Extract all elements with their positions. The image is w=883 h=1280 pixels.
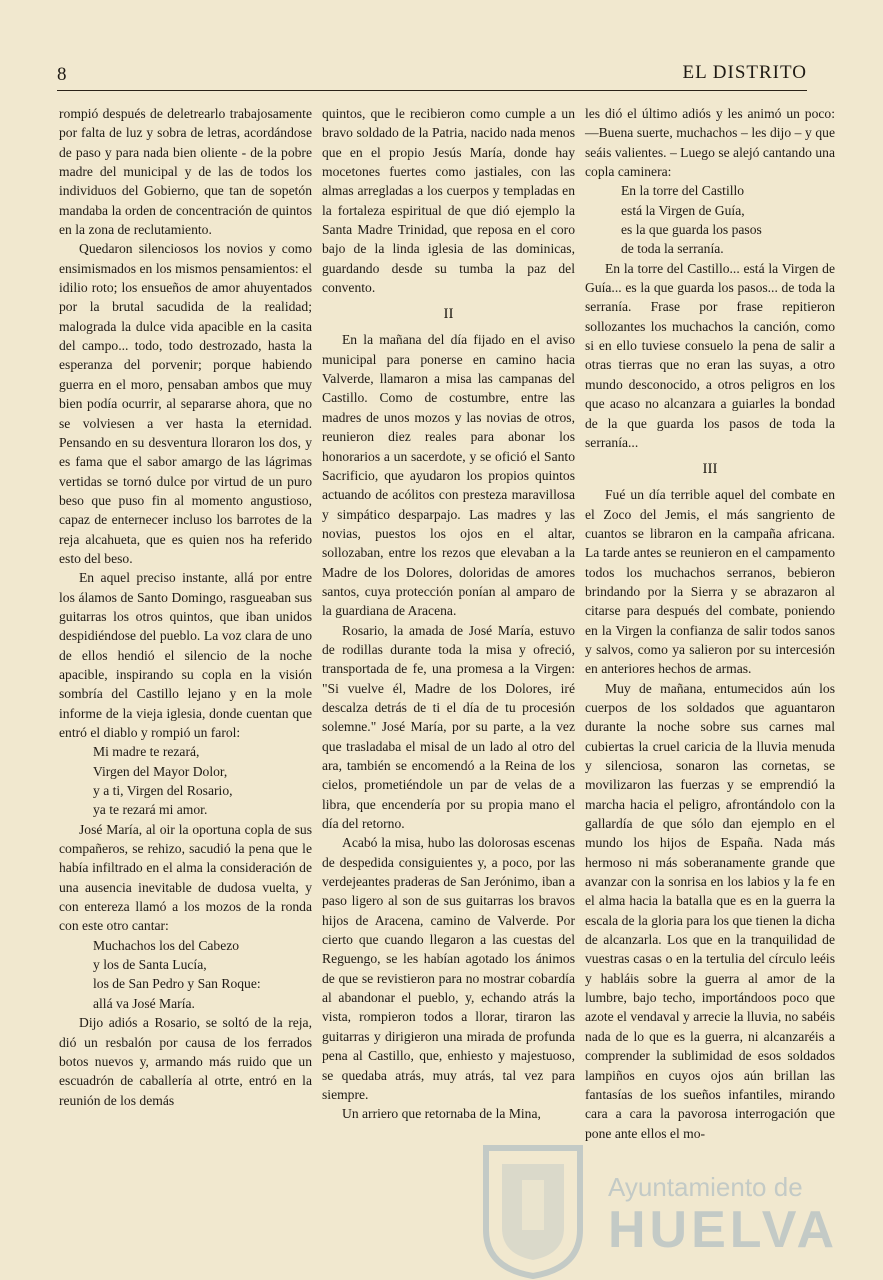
- verse-line: de toda la serranía.: [621, 241, 724, 257]
- verse-line: es la que guarda los pasos: [621, 222, 762, 238]
- column-2: [322, 104, 575, 1124]
- paragraph: Rosario, la amada de José María, estuvo de rodillas durante toda la misa y ofreció, transportada de fe, una promesa a la Virgen: "Si vuelve él, Madre de los Dolores, iré descalza detrás de ti el día de tu procesión solemne." José María, por su parte, a la vez que trasladaba el misal de un lado al otro del ara, también se encomendó a la Reina de los cielos, prometiéndole un par de velas de a libra, que encendería por su propia mano el día del retorno.: [322, 622, 575, 832]
- column-1: [59, 104, 312, 1110]
- paragraph: rompió después de deletrearlo trabajosamente por falta de luz y sobra de letras, acordándose de paso y para nada bien oliente - de la pobre madre del municipal y de las de todos los individuos del Gobierno, que tan de sopetón mandaba la orden de concentración de quintos en la zona de reclutamiento.: [59, 106, 312, 238]
- verse-line: allá va José María.: [93, 995, 195, 1011]
- masthead-title: EL DISTRITO: [682, 62, 807, 83]
- verse-line: En la torre del Castillo: [621, 183, 745, 199]
- verse-block: [59, 936, 312, 1013]
- paragraph: Acabó la misa, hubo las dolorosas escenas de despedida consiguientes y, a poco, por las verdejeantes praderas de San Jerónimo, iban a paso ligero al son de sus guitarras los bravos hijos de Aracena, camino de Valverde. Por cierto que cuando llegaron a las cuestas del Reguengo, se les habían agotado los ánimos de que se revistieron para no mostrar cobardía al abandonar el pueblo, y, echando atrás la vista, rompieron todos a llorar, tiraron las guitarras y dirigieron una mirada de profunda pena al Castillo, que, enhiesto y majestuoso, se quedaba atrás, muy atrás, tal vez para siempre.: [322, 835, 575, 1102]
- verse-line: ya te rezará mi amor.: [93, 802, 208, 818]
- paragraph: Fué un día terrible aquel del combate en el Zoco del Jemis, el más sangriento de cuantos se libraron en la campaña africana. La tarde antes se reunieron en el campamento todos los muchachos serranos, bebieron brindando por la Sierra y se abrazaron al citarse para después del combate, poniendo en la Virgen la confianza de salir todos sanos y salvos, como ya salieron por su intercesión en anteriores hechos de armas.: [585, 487, 835, 677]
- verse-line: y los de Santa Lucía,: [93, 957, 207, 973]
- verse-line: Virgen del Mayor Dolor,: [93, 763, 228, 779]
- verse-line: los de San Pedro y San Roque:: [93, 976, 261, 992]
- verse-block: [59, 742, 312, 819]
- archive-watermark: [478, 1140, 839, 1280]
- paragraph: En aquel preciso instante, allá por entre los álamos de Santo Domingo, rasgueaban sus guitarras los otros quintos, que iban unidos despidiéndose del pueblo. La voz clara de uno de ellos hendió el silencio de la noche apacible, inspirando su copla en la visión sombría del Castillo lejano y en la mole informe de la vieja iglesia, donde cuentan que entró el diablo y rompió un farol:: [59, 570, 312, 740]
- section-heading: II: [443, 306, 454, 323]
- page-number: 8: [57, 64, 67, 85]
- paragraph: les dió el último adiós y les animó un poco:—Buena suerte, muchachos – les dijo – y que seáis valientes. – Luego se alejó cantando una copla caminera:: [585, 106, 835, 180]
- paragraph: Dijo adiós a Rosario, se soltó de la reja, dió un resbalón por causa de los ferrados botos nuevos y, armando más ruido que un escuadrón de caballería al otrte, entró en la reunión de los demás: [59, 1015, 312, 1108]
- watermark-line-1: Ayuntamiento de: [608, 1172, 803, 1202]
- verse-line: Mi madre te rezará,: [93, 744, 200, 760]
- verse-line: está la Virgen de Guía,: [621, 202, 745, 218]
- verse-line: Muchachos los del Cabezo: [93, 937, 240, 953]
- verse-line: y a ti, Virgen del Rosario,: [93, 783, 233, 799]
- paragraph: José María, al oir la oportuna copla de sus compañeros, se rehizo, sacudió la pena que le había infiltrado en el alma la consideración de una ausencia inevitable de dudosa vuelta, y con entereza llamó a los mozos de la ronda con este otro cantar:: [59, 821, 312, 934]
- paragraph: En la torre del Castillo... está la Virgen de Guía... es la que guarda los pasos... de toda la serranía. Frase por frase repitieron sollozantes los muchachos la canción, como si en ello tuviese consuelo la pena de salir a otras tierras que no eran las suyas, a otro mundo desconocido, a otros peligros en los que acaso no alcanzara a guiarles la bondad de la que guarda los pasos de toda la serranía...: [585, 260, 835, 450]
- paragraph: Un arriero que retornaba de la Mina,: [342, 1106, 541, 1122]
- city-seal-icon: [478, 1140, 588, 1280]
- column-3: [585, 104, 835, 1143]
- header-rule: [57, 90, 807, 91]
- paragraph: Quedaron silenciosos los novios y como ensimismados en los mismos pensamientos: el idilio roto; los ensueños de amor ahuyentados por la brutal sacudida de la realidad; malograda la dulce vida apacible en la casita del campo... todo, todo destrozado, hasta la esperanza del porvenir; porque habiendo guerra en el moro, pensaban ambos que muy bien podía ocurrir, al separarse ahora, que no se volviesen a ver hasta la eternidad. Pensando en su desventura lloraron los dos, y es fama que el sabor amargo de las lágrimas vertidas se tornó dulce por virtud de un puro beso que puso fin al momento angustioso, capaz de enternecer incluso los barrotes de la reja alcahueta, que es quien nos ha referido esto del beso.: [59, 241, 312, 566]
- verse-block: [585, 181, 835, 258]
- section-heading: III: [702, 461, 718, 478]
- paragraph: Muy de mañana, entumecidos aún los cuerpos de los soldados que aguantaron durante la noche sobre sus carnes mal cubiertas la cruel caricia de la lluvia menuda y silenciosa, sonaron las cornetas, se movilizaron las fuerzas y se emprendió la marcha hacia el peligro, afrontándolo con la gallardía de que sólo dan ejemplo en el mundo los hijos de España. Nada más hermoso ni más soberanamente grande que avanzar con la sonrisa en los labios y la fe en el alma hacia la batalla que es en la guerra la escala de la gloria para los que tienen la dicha de alcanzarla. Los que en la tranquilidad de vuestras casas o en la tertulia del círculo leéis y habláis sobre la guerra al amor de la lumbre, bajo techo, importándoos poco que azote el vendaval y arrecie la lluvia, no sabéis nada de lo que es la guerra, ni alcanzaréis a comprender la sublimidad de esos soldados lampiños en cuyos ojos aún brillan las fantasías de los sueños infantiles, mirando cara a cara la pavorosa interrogación que pone ante ellos el mo-: [585, 680, 835, 1141]
- paragraph: quintos, que le recibieron como cumple a un bravo soldado de la Patria, nacido nada menos que en el propio Jesús María, donde hay mocetones fuertes como jastiales, con las almas arregladas a los cuerpos y templadas en la fortaleza espiritual de que dió ejemplo la Santa Madre Trinidad, que reposa en el coro bajo de la linda iglesia de las dominicas, guardando desde su tumba la paz del convento.: [322, 106, 575, 296]
- watermark-line-2: HUELVA: [608, 1201, 839, 1259]
- paragraph: En la mañana del día fijado en el aviso municipal para ponerse en camino hacia Valverde, llamaron a misa las campanas del Castillo. Como de costumbre, entre las madres de unos mozos y las novias de otros, reunieron diez reales para abonar los honorarios a un sacerdote, y se ofició el Santo Sacrificio, que ayudaron los propios quintos actuando de acólitos con presteza maravillosa y simpático desparpajo. Las madres y las novias, puestos los ojos en el altar, sollozaban, entre los rezos que elevaban a la Madre de los Dolores, doloridas de amores santos, cuya protección ponían al amparo de la guardiana de Aracena.: [322, 332, 575, 619]
